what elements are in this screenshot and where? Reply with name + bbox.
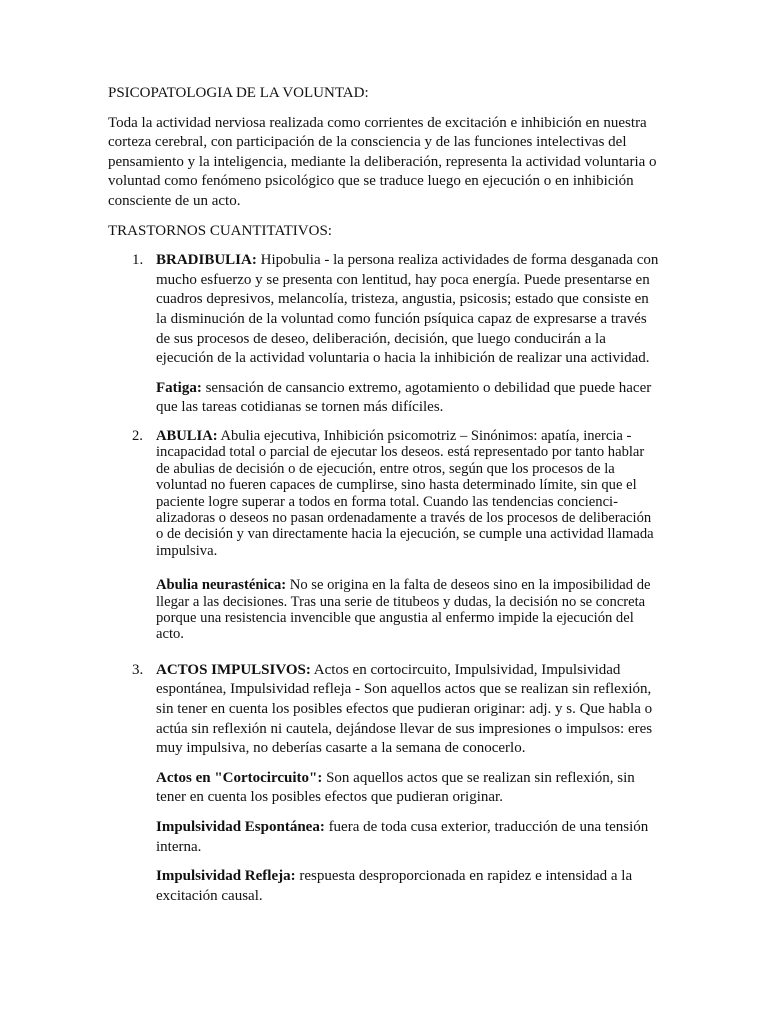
item-paragraph <box>156 251 660 369</box>
list-number: 3. <box>132 661 144 678</box>
sub-description: respuesta desproporcionada en rapidez e intensidad a la excitación causal. <box>156 868 633 904</box>
list-item <box>108 661 660 907</box>
intro-paragraph: Toda la actividad nerviosa realizada como corrientes de excitación e inhibición en nuestra corteza cerebral, con participación de la consciencia y de las funciones intelectivas del pensamiento y la inteligencia, mediante la deliberación, representa la actividad voluntaria o voluntad como fenómeno psicológico que se traduce luego en ejecución o en inhibición consciente de un acto. <box>108 114 657 209</box>
list-item <box>108 428 660 643</box>
sub-description: Son aquellos actos que se realizan sin reflexión, sin tener en cuenta los posibles efectos que pudieran originar. <box>156 769 635 806</box>
sub-description: fuera de toda cusa exterior, traducción de una tensión interna. <box>156 818 649 855</box>
sub-definition <box>156 379 660 418</box>
sub-term: Actos en "Cortocircuito": <box>156 769 323 786</box>
item-term: BRADIBULIA: <box>156 252 257 269</box>
sub-definition <box>156 577 660 643</box>
sub-definition <box>156 818 660 857</box>
item-description: Abulia ejecutiva, Inhibición psicomotriz – Sinónimos: apatía, inercia - incapacidad total o parcial de ejecutar los deseos. está representado por tanto hablar de abulias de decisión o de ejecución, entre otros, según que los procesos de la voluntad no fueren capaces de cumplirse, sino hasta determinado límite, sin que el paciente logre superar a todos en forma total. Cuando las tendencias conciencializadoras o deseos no pasan ordenadamente a través de los procesos de deliberación o de decisión y van directamente hacia la ejecución, se cumple una actividad llamada impulsiva. <box>156 427 654 559</box>
sub-definition <box>156 769 660 808</box>
list-item <box>108 251 660 418</box>
list-number: 2. <box>132 427 143 444</box>
item-description: Hipobulia - la persona realiza actividades de forma desganada con mucho esfuerzo y se presenta con lentitud, hay poca energía. Puede presentarse en cuadros depresivos, melancolía, tristeza, angustia, psicosis; estado que consiste en la disminución de la voluntad como función psíquica capaz de expresarse a través de sus procesos de deseo, deliberación, decisión, que luego conducirán a la ejecución de la actividad voluntaria o hacia la inhibición de realizar una actividad. <box>156 252 659 367</box>
sub-term: Fatiga: <box>156 379 202 396</box>
sub-description: No se origina en la falta de deseos sino en la imposibilidad de llegar a las decisiones. Tras una serie de titubeos y dudas, la decisión no se concreta porque una resistencia invencible que angustia al enfermo impide la ejecución del acto. <box>156 577 651 643</box>
sub-definition <box>156 867 660 906</box>
list-number: 1. <box>132 252 144 269</box>
item-term: ABULIA: <box>156 427 218 444</box>
document-page <box>108 84 660 916</box>
sub-term: Abulia neurasténica: <box>156 577 287 594</box>
item-term: ACTOS IMPULSIVOS: <box>156 661 311 678</box>
disorder-list <box>108 251 660 906</box>
item-description: Actos en cortocircuito, Impulsividad, Impulsividad espontánea, Impulsividad refleja - Son aquellos actos que se realizan sin reflexión, sin tener en cuenta los posibles efectos que pudieran originar: adj. y s. Que habla o actúa sin reflexión ni cautela, dejándose llevar de sus impresiones o impulsos: eres muy impulsiva, no deberías casarte a la semana de conocerlo. <box>156 661 653 757</box>
sub-description: sensación de cansancio extremo, agotamiento o debilidad que puede hacer que las tareas cotidianas se tornen más difíciles. <box>156 379 652 416</box>
sub-term: Impulsividad Espontánea: <box>156 818 325 835</box>
document-title: PSICOPATOLOGIA DE LA VOLUNTAD: <box>108 85 369 101</box>
section-title: TRASTORNOS CUANTITATIVOS: <box>108 222 332 239</box>
item-paragraph <box>156 428 660 559</box>
item-paragraph <box>156 661 660 759</box>
sub-term: Impulsividad Refleja: <box>156 868 296 885</box>
